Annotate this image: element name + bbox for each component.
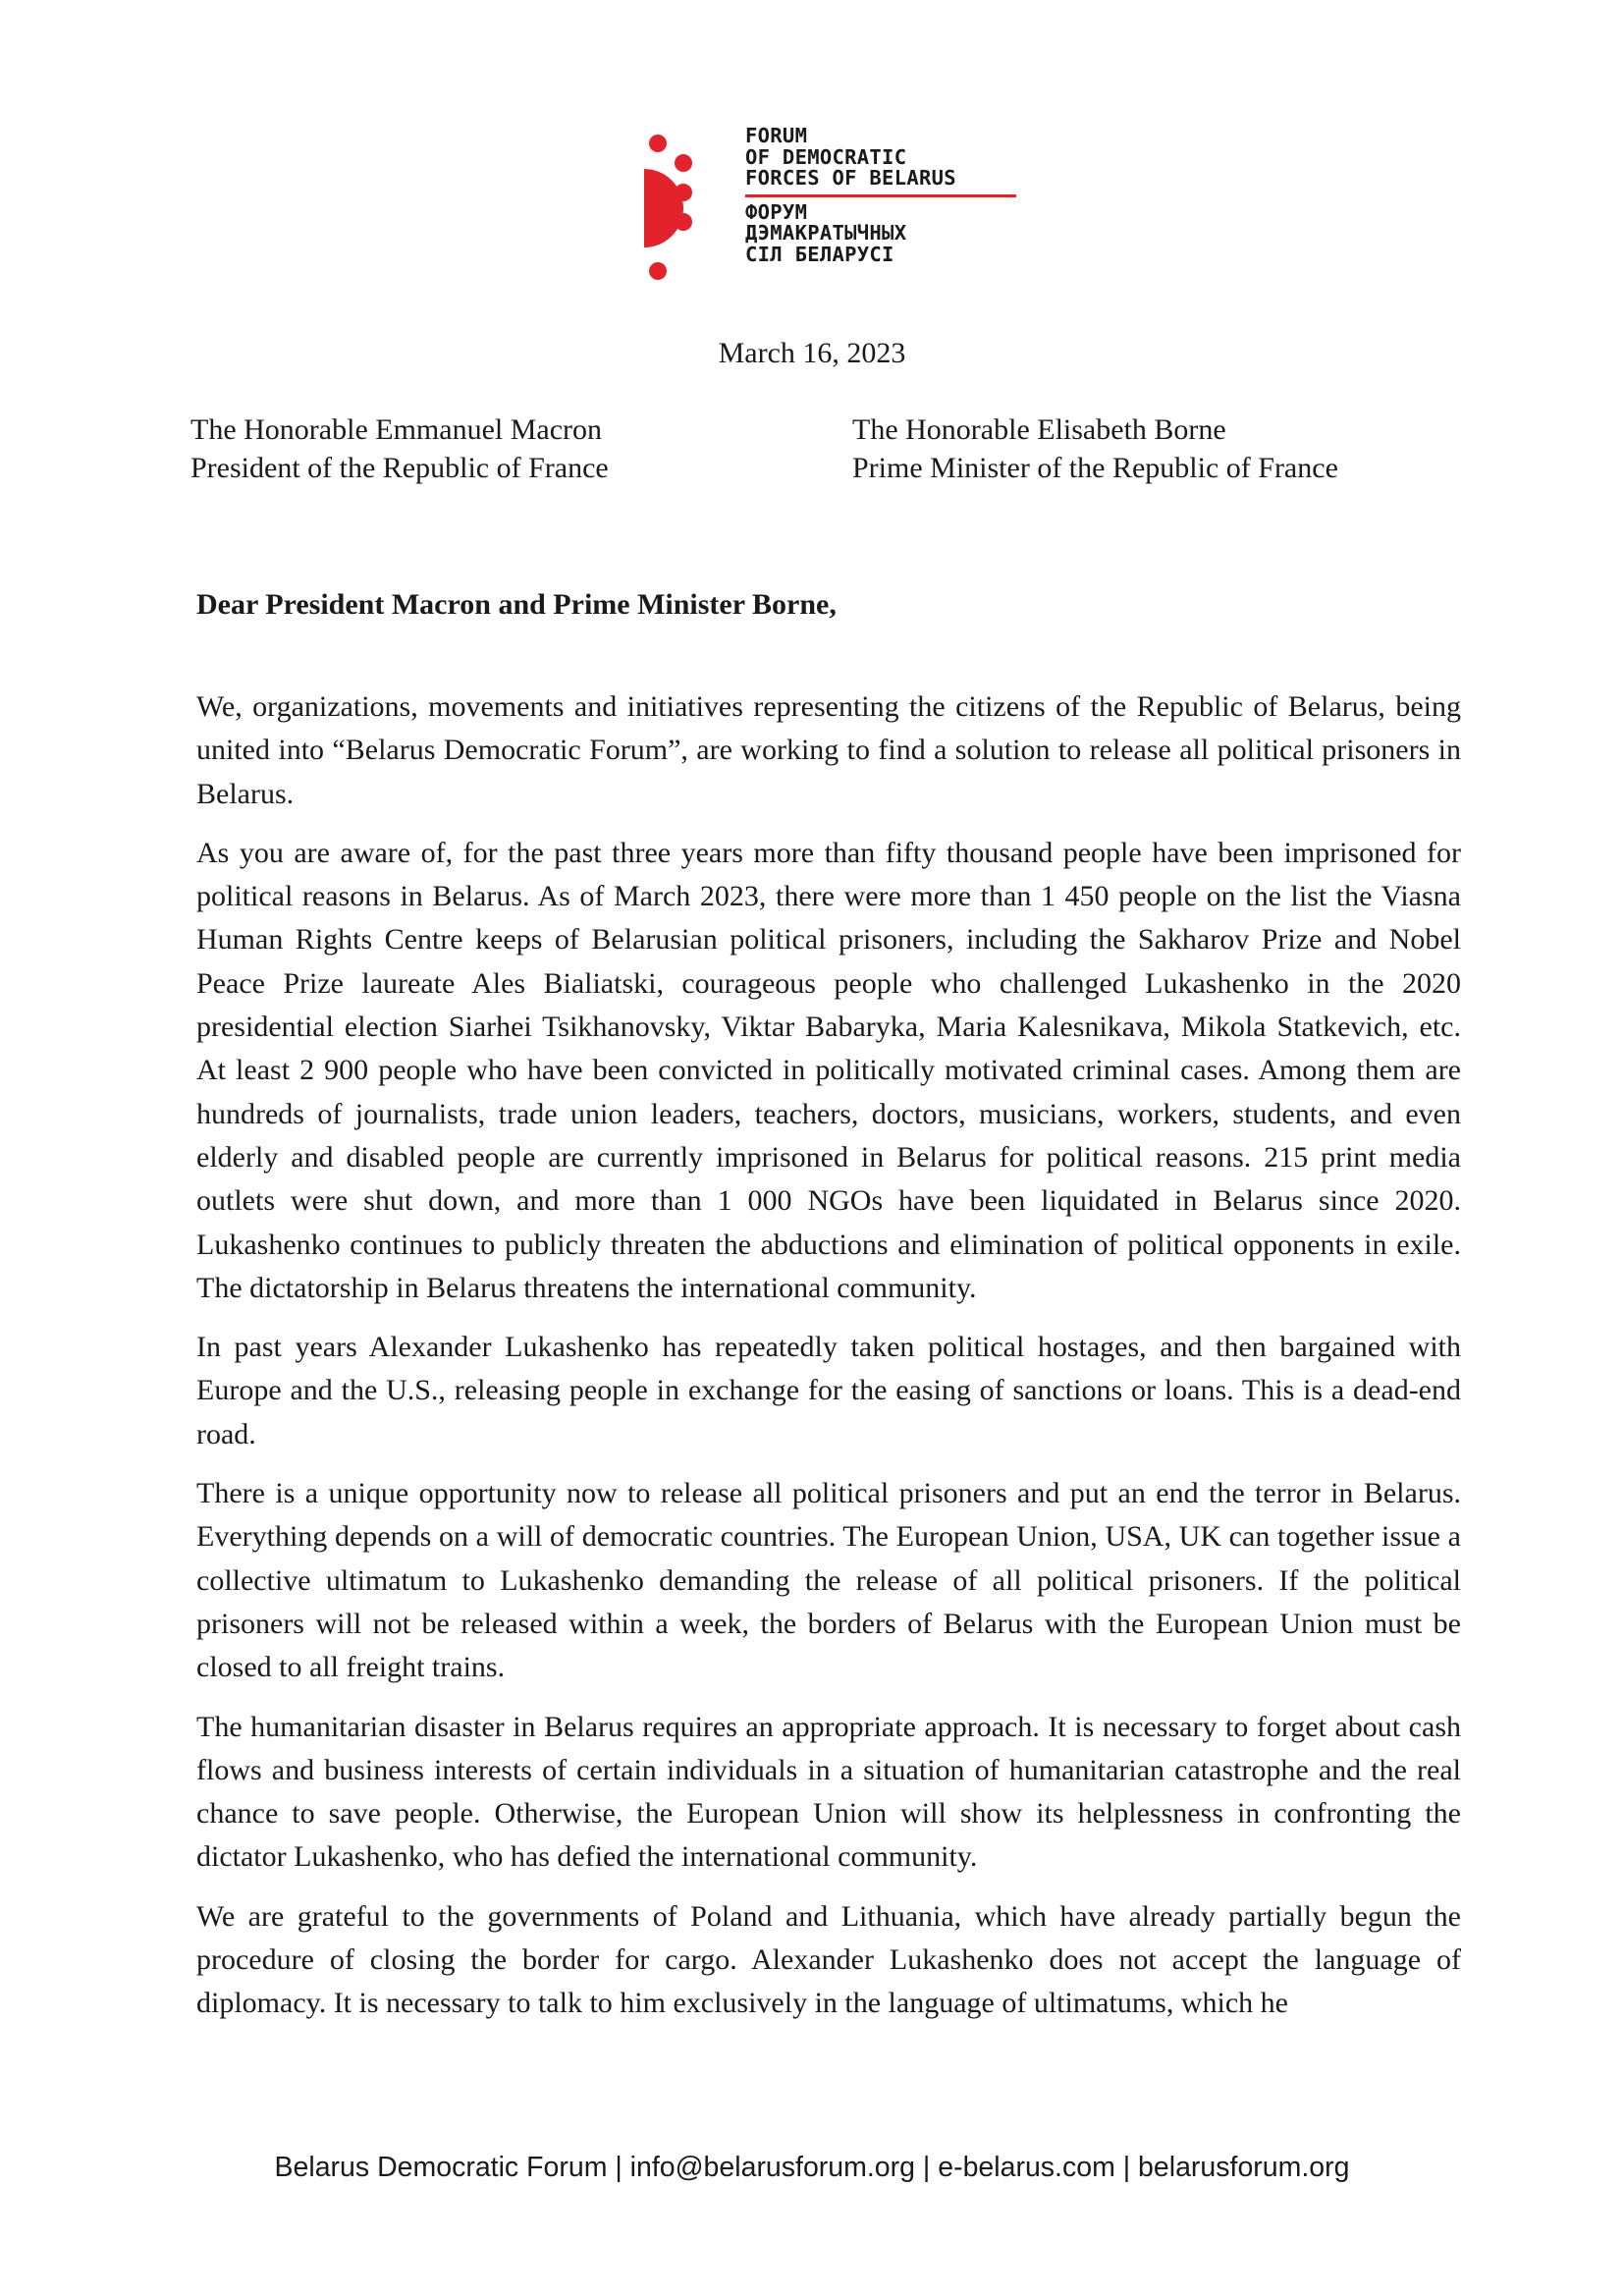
recipient-president-title: President of the Republic of France [190,452,609,484]
letter-body [196,685,1461,2042]
forum-logo-dots-icon [643,134,722,281]
forum-logo [643,126,1016,283]
salutation: Dear President Macron and Prime Minister Borne, [196,588,837,621]
logo-line-en-3: FORCES OF BELARUS [745,166,956,190]
logo-divider [745,194,1016,197]
logo-line-en-2: OF DEMOCRATIC [745,144,907,169]
recipient-president [190,410,609,487]
logo-line-en-1: FORUM [745,124,808,147]
recipient-president-name: The Honorable Emmanuel Macron [190,413,603,446]
body-paragraph: As you are aware of, for the past three years more than fifty thousand people have been imprisoned for political reasons in Belarus. As of March 2023, there were more than 1 450 people on the list the Viasna Human Rights Centre keeps of Belarusian political prisoners, including the Sakharov Prize and Nobel Peace Prize laureate Ales Bialiatski, courageous people who challenged Lukashenko in the 2020 presidential election Siarhei Tsikhanovsky, Viktar Babaryka, Maria Kalesnikava, Mikola Statkevich, etc. At least 2 900 people who have been convicted in politically motivated criminal cases. Among them are hundreds of journalists, trade union leaders, teachers, doctors, musicians, workers, students, and even elderly and disabled people are currently imprisoned in Belarus for political reasons. 215 print media outlets were shut down, and more than 1 000 NGOs have been liquidated in Belarus since 2020. Lukashenko continues to publicly threaten the abductions and elimination of political opponents in exile. The dictatorship in Belarus threatens the international community. [196,836,1461,1304]
forum-logo-wordmark [745,126,1016,265]
letter-date: March 16, 2023 [718,337,906,369]
body-paragraph: In past years Alexander Lukashenko has repeatedly taken political hostages, and then bargained with Europe and the U.S., releasing people in exchange for the easing of sanctions or loans. This is a dead-end road. [196,1331,1461,1450]
body-paragraph: We, organizations, movements and initiatives representing the citizens of the Republic of Belarus, being united into “Belarus Democratic Forum”, are working to find a solution to release all political prisoners in Belarus. [196,690,1461,810]
recipient-prime-minister-title: Prime Minister of the Republic of France [852,452,1338,484]
recipient-prime-minister-name: The Honorable Elisabeth Borne [852,413,1226,446]
body-paragraph: We are grateful to the governments of Poland and Lithuania, which have already partially begun the procedure of closing the border for cargo. Alexander Lukashenko does not accept the language of diplomacy. It is necessary to talk to him exclusively in the language of ultimatums, which he [196,1899,1461,2020]
logo-line-by-2: ДЭМАКРАТЫЧНЫХ [745,221,907,245]
body-paragraph: The humanitarian disaster in Belarus requires an appropriate approach. It is necessary to forget about cash flows and business interests of certain individuals in a situation of humanitarian catastrophe and the real chance to save people. Otherwise, the European Union will show its helplessness in confronting the dictator Lukashenko, who has defied the international community. [196,1710,1461,1874]
logo-line-by-1: ФОРУМ [745,199,808,224]
body-paragraph: There is a unique opportunity now to release all political prisoners and put an end the terror in Belarus. Everything depends on a will of democratic countries. The European Union, USA, UK can together issue a collective ultimatum to Lukashenko demanding the release of all political prisoners. If the political prisoners will not be released within a week, the borders of Belarus with the European Union must be closed to all freight trains. [196,1477,1461,1684]
recipient-prime-minister [852,410,1338,487]
logo-line-by-3: СІЛ БЕЛАРУСІ [745,242,894,266]
page-footer: Belarus Democratic Forum | info@belarusforum.org | e-belarus.com | belarusforum.org [274,2152,1350,2183]
